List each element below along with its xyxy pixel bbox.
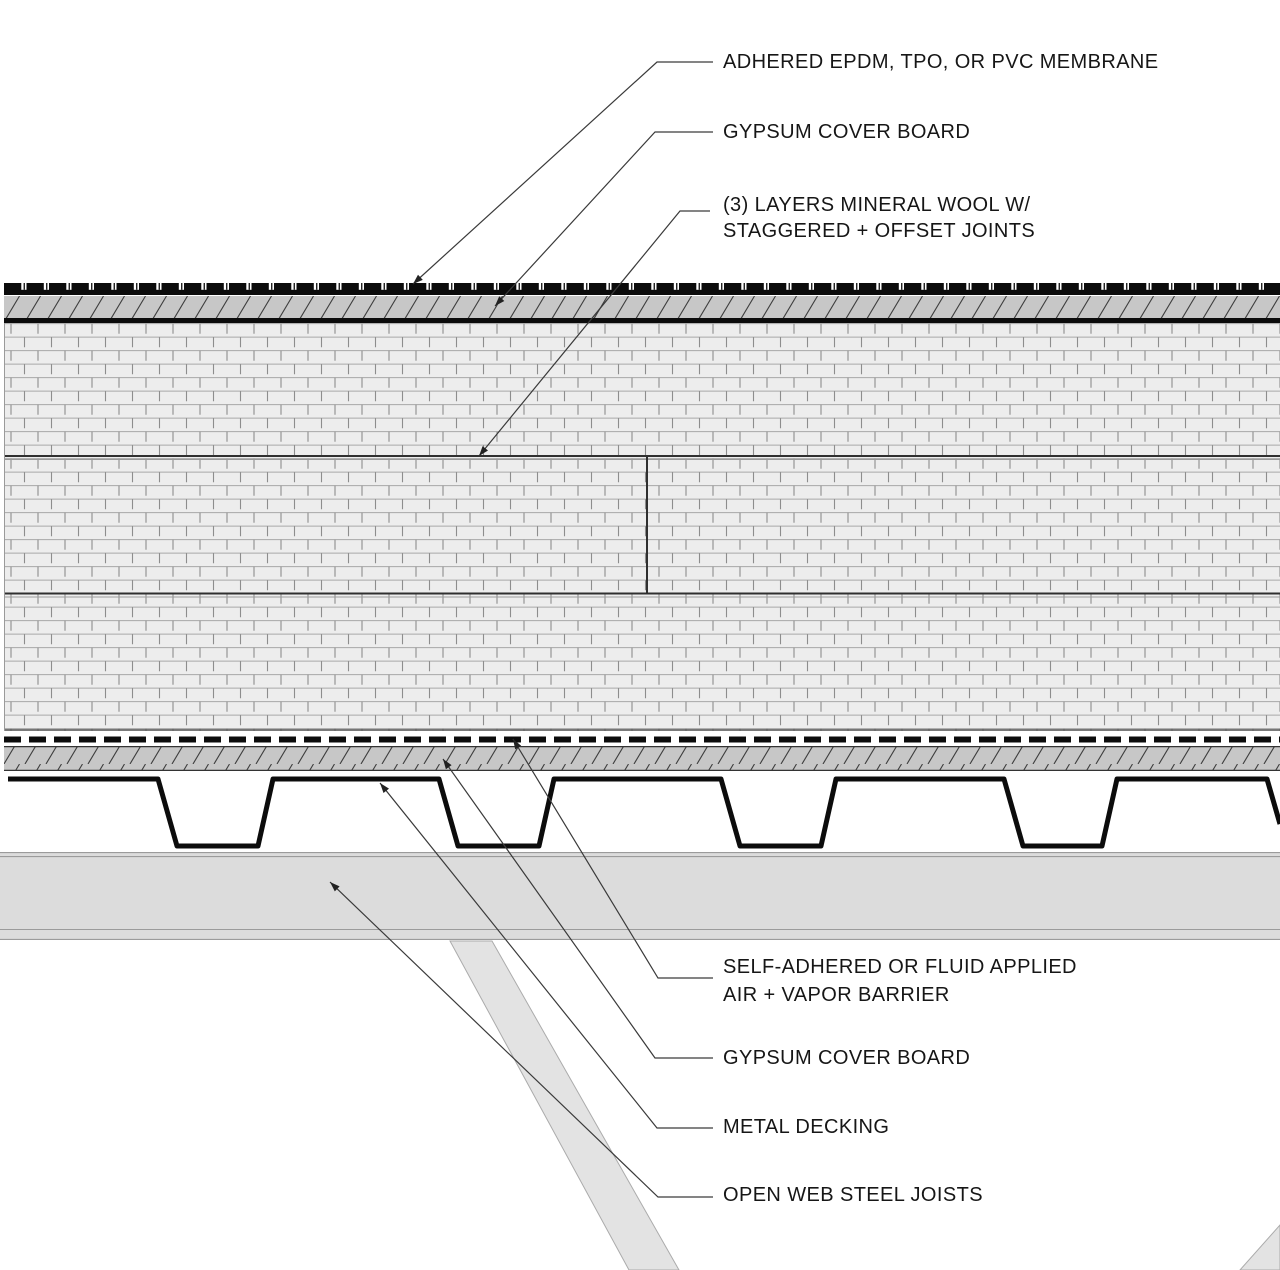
gypsum-cover-board-bottom-layer	[4, 746, 1280, 771]
metal-decking-profile	[8, 779, 1280, 846]
callout-label-gypsum-bottom: GYPSUM COVER BOARD	[723, 1047, 971, 1069]
callout-label-metal-decking: METAL DECKING	[723, 1116, 890, 1138]
callout-label-membrane: ADHERED EPDM, TPO, OR PVC MEMBRANE	[723, 51, 1159, 73]
leader-gypsum-top	[495, 132, 713, 306]
callout-label-gypsum-top: GYPSUM COVER BOARD	[723, 121, 971, 143]
leader-membrane	[413, 62, 713, 284]
mineral-wool-layer	[4, 323, 1280, 731]
callout-label-steel-joists: OPEN WEB STEEL JOISTS	[723, 1184, 983, 1206]
callout-label-vapor-barrier: SELF-ADHERED OR FLUID APPLIED AIR + VAPOR BARRIER	[723, 956, 1077, 1006]
gypsum-cover-board-top-layer	[4, 296, 1280, 324]
steel-joist-top-chord	[0, 852, 1280, 940]
callout-label-mineral-wool: (3) LAYERS MINERAL WOOL W/ STAGGERED + OFFSET JOINTS	[723, 194, 1036, 242]
membrane-layer	[4, 283, 1280, 295]
arrowhead-metal-decking	[380, 783, 389, 793]
